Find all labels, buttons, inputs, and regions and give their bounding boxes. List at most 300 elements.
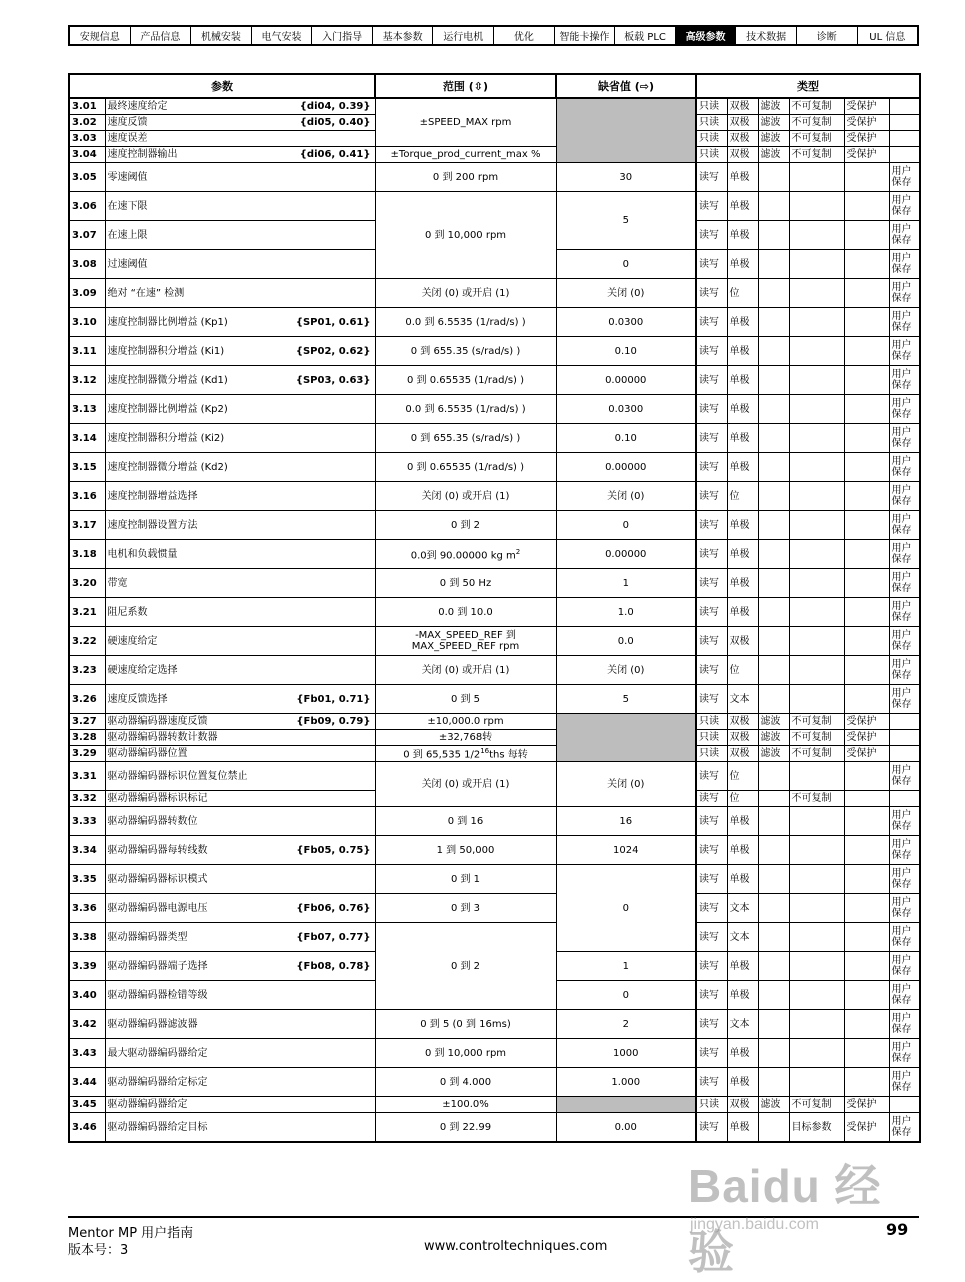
type-cell <box>844 762 889 791</box>
user-save-line1: 用户 <box>891 543 912 554</box>
param-menu-code: {SP02, 0.62} <box>295 345 371 357</box>
default-cell: 1024 <box>556 836 696 865</box>
range-value: 0 到 655.35 (s/rad/s) ) <box>410 432 521 444</box>
range-value: 0.0 到 6.5535 (1/rad/s) ) <box>405 403 526 415</box>
type-cell: 文本 <box>727 923 758 952</box>
default-cell: 0.10 <box>556 337 696 366</box>
param-name: 在速上限 <box>107 229 148 241</box>
param-name-cell <box>105 714 375 730</box>
type-cell: 读写 <box>696 279 727 308</box>
type-cell <box>844 424 889 453</box>
type-cell <box>889 221 920 250</box>
param-number: 3.08 <box>69 250 105 279</box>
default-cell: 关闭 (0) <box>556 762 696 807</box>
type-cell: 双极 <box>727 730 758 746</box>
type-cell <box>758 221 789 250</box>
nav-tab-10[interactable]: 高级参数 <box>676 27 737 44</box>
type-cell <box>844 1010 889 1039</box>
default-cell: 0.00000 <box>556 540 696 569</box>
page-number: 99 <box>886 1220 909 1239</box>
type-cell: 读写 <box>696 395 727 424</box>
param-name: 驱动器编码器位置 <box>107 748 188 759</box>
type-cell <box>789 1039 844 1068</box>
type-cell: 不可复制 <box>789 131 844 147</box>
type-cell: 单极 <box>727 952 758 981</box>
type-cell <box>758 569 789 598</box>
param-number: 3.46 <box>69 1113 105 1143</box>
user-save-line1: 用户 <box>891 514 912 525</box>
param-number: 3.04 <box>69 147 105 163</box>
type-cell <box>758 395 789 424</box>
param-name: 驱动器编码器标识标记 <box>107 793 208 804</box>
user-save-line2: 保存 <box>891 206 912 217</box>
footer-divider <box>68 1216 919 1218</box>
range-value: 0 到 655.35 (s/rad/s) ) <box>410 345 521 357</box>
type-cell: 双极 <box>727 746 758 762</box>
type-cell <box>758 791 789 807</box>
type-cell <box>844 627 889 656</box>
user-save-line1: 用户 <box>891 630 912 641</box>
default-cell <box>556 1097 696 1113</box>
default-cell: 关闭 (0) <box>556 482 696 511</box>
nav-tab-1[interactable]: 产品信息 <box>131 27 192 44</box>
param-name-cell <box>105 1068 375 1097</box>
user-save-line1: 用户 <box>891 1116 912 1127</box>
type-cell: 单极 <box>727 453 758 482</box>
type-cell <box>789 807 844 836</box>
param-name: 驱动器编码器端子选择 <box>107 960 208 972</box>
type-cell <box>889 424 920 453</box>
type-cell <box>789 366 844 395</box>
default-cell <box>556 98 696 163</box>
param-number: 3.09 <box>69 279 105 308</box>
param-number: 3.26 <box>69 685 105 714</box>
type-cell <box>789 424 844 453</box>
nav-tab-3[interactable]: 电气安装 <box>252 27 313 44</box>
param-number: 3.44 <box>69 1068 105 1097</box>
param-number: 3.21 <box>69 598 105 627</box>
param-name: 驱动器编码器每转线数 <box>107 844 208 856</box>
nav-tab-7[interactable]: 优化 <box>494 27 555 44</box>
type-cell <box>789 192 844 221</box>
range-cell <box>375 453 556 482</box>
user-save-line2: 保存 <box>891 908 912 919</box>
user-save-line2: 保存 <box>891 525 912 536</box>
type-cell <box>758 656 789 685</box>
table-row <box>69 482 920 511</box>
param-number: 3.20 <box>69 569 105 598</box>
type-cell <box>844 366 889 395</box>
type-cell <box>758 163 789 192</box>
user-save-line1: 用户 <box>891 398 912 409</box>
param-menu-code: {di06, 0.41} <box>299 149 371 160</box>
user-save-line2: 保存 <box>891 1053 912 1064</box>
table-row <box>69 627 920 656</box>
watermark-url: jingyan.baidu.com <box>690 1216 819 1233</box>
type-cell: 文本 <box>727 1010 758 1039</box>
user-save-line1: 用户 <box>891 897 912 908</box>
user-save-line2: 保存 <box>891 612 912 623</box>
param-name-cell <box>105 511 375 540</box>
type-cell: 读写 <box>696 308 727 337</box>
param-name: 速度反馈选择 <box>107 693 168 705</box>
type-cell <box>844 453 889 482</box>
type-cell <box>889 894 920 923</box>
type-cell <box>889 337 920 366</box>
param-number: 3.22 <box>69 627 105 656</box>
nav-tab-13[interactable]: UL 信息 <box>869 32 906 43</box>
param-name: 速度控制器微分增益 (Kd2) <box>107 461 228 473</box>
user-save-line2: 保存 <box>891 937 912 948</box>
param-name: 在速下限 <box>107 200 148 212</box>
type-cell: 读写 <box>696 1010 727 1039</box>
nav-tab-5[interactable]: 基本参数 <box>373 27 434 44</box>
type-cell: 不可复制 <box>789 1097 844 1113</box>
type-cell <box>789 836 844 865</box>
type-cell <box>889 482 920 511</box>
footer-url[interactable]: www.controltechniques.com <box>424 1239 608 1254</box>
param-number: 3.31 <box>69 762 105 791</box>
param-name: 驱动器编码器标识模式 <box>107 873 208 885</box>
param-name: 速度控制器积分增益 (Ki1) <box>107 345 225 357</box>
table-row <box>69 1010 920 1039</box>
user-save-line1: 用户 <box>891 572 912 583</box>
header-default: 缺省值 (⇨) <box>556 74 696 98</box>
type-cell <box>758 540 789 569</box>
type-cell <box>889 250 920 279</box>
type-cell <box>844 598 889 627</box>
default-cell: 0.00000 <box>556 366 696 395</box>
table-row <box>69 192 920 221</box>
type-cell: 读写 <box>696 221 727 250</box>
type-cell <box>789 762 844 791</box>
param-name-cell <box>105 221 375 250</box>
nav-tab-2[interactable]: 机械安装 <box>191 27 252 44</box>
nav-tab-8[interactable]: 智能卡操作 <box>555 27 616 44</box>
param-number: 3.23 <box>69 656 105 685</box>
type-cell: 滤波 <box>758 131 789 147</box>
table-row <box>69 1068 920 1097</box>
param-name-cell <box>105 685 375 714</box>
param-name-cell <box>105 1097 375 1113</box>
param-number: 3.34 <box>69 836 105 865</box>
type-cell: 位 <box>727 762 758 791</box>
param-name: 零速阈值 <box>107 171 148 183</box>
table-row <box>69 337 920 366</box>
range-cell <box>375 762 556 807</box>
type-cell: 受保护 <box>844 147 889 163</box>
type-cell: 只读 <box>696 147 727 163</box>
user-save-line1: 用户 <box>891 984 912 995</box>
user-save-line1: 用户 <box>891 765 912 776</box>
param-number: 3.05 <box>69 163 105 192</box>
table-row <box>69 453 920 482</box>
type-cell <box>889 762 920 791</box>
type-cell: 单极 <box>727 836 758 865</box>
param-menu-code: {Fb01, 0.71} <box>296 693 371 705</box>
param-name-cell <box>105 1039 375 1068</box>
range-cell <box>375 395 556 424</box>
range-cell <box>375 147 556 163</box>
type-cell: 受保护 <box>844 714 889 730</box>
type-cell <box>789 1068 844 1097</box>
type-cell <box>889 807 920 836</box>
type-cell <box>758 1113 789 1143</box>
type-cell: 单极 <box>727 366 758 395</box>
table-row <box>69 598 920 627</box>
param-name: 最终速度给定 <box>107 101 168 112</box>
default-cell: 0.00 <box>556 1113 696 1143</box>
param-name: 驱动器编码器给定标定 <box>107 1076 208 1088</box>
param-menu-code: {Fb09, 0.79} <box>296 716 371 727</box>
nav-tab-0[interactable]: 安规信息 <box>70 27 131 44</box>
type-cell <box>789 453 844 482</box>
type-cell <box>844 952 889 981</box>
header-param: 参数 <box>69 74 375 98</box>
nav-tab-4[interactable]: 入门指导 <box>312 27 373 44</box>
type-cell <box>758 1068 789 1097</box>
type-cell: 只读 <box>696 1097 727 1113</box>
type-cell: 受保护 <box>844 1097 889 1113</box>
type-cell: 读写 <box>696 569 727 598</box>
type-cell <box>789 923 844 952</box>
param-number: 3.15 <box>69 453 105 482</box>
param-name-cell <box>105 192 375 221</box>
table-row <box>69 424 920 453</box>
param-name: 速度误差 <box>107 133 148 144</box>
type-cell <box>844 250 889 279</box>
user-save-line1: 用户 <box>891 485 912 496</box>
type-cell <box>844 279 889 308</box>
param-number: 3.10 <box>69 308 105 337</box>
param-name: 速度控制器增益选择 <box>107 490 198 502</box>
user-save-line2: 保存 <box>891 554 912 565</box>
type-cell <box>889 1097 920 1113</box>
param-number: 3.43 <box>69 1039 105 1068</box>
range-value: 0 到 200 rpm <box>432 171 499 183</box>
range-cell <box>375 482 556 511</box>
default-cell: 1.000 <box>556 1068 696 1097</box>
header-type: 类型 <box>696 74 920 98</box>
type-cell <box>789 337 844 366</box>
param-number: 3.12 <box>69 366 105 395</box>
range-cell <box>375 424 556 453</box>
range-value: 关闭 (0) 或开启 (1) <box>421 778 510 790</box>
range-cell <box>375 366 556 395</box>
range-value: ±100.0% <box>442 1099 489 1110</box>
type-cell: 双极 <box>727 147 758 163</box>
default-cell: 2 <box>556 1010 696 1039</box>
type-cell: 双极 <box>727 98 758 115</box>
param-name-cell <box>105 730 375 746</box>
param-number: 3.11 <box>69 337 105 366</box>
type-cell <box>844 337 889 366</box>
type-cell <box>844 308 889 337</box>
param-number: 3.17 <box>69 511 105 540</box>
table-row <box>69 714 920 730</box>
type-cell: 读写 <box>696 540 727 569</box>
type-cell: 读写 <box>696 762 727 791</box>
nav-tab-12[interactable]: 诊断 <box>797 27 858 44</box>
range-cell <box>375 836 556 865</box>
type-cell <box>889 453 920 482</box>
type-cell <box>889 395 920 424</box>
table-row <box>69 1039 920 1068</box>
type-cell: 只读 <box>696 746 727 762</box>
param-name: 速度控制器微分增益 (Kd1) <box>107 374 228 386</box>
user-save-line2: 保存 <box>891 1024 912 1035</box>
type-cell <box>789 656 844 685</box>
type-cell: 单极 <box>727 395 758 424</box>
range-value: 0 到 50 Hz <box>439 577 492 589</box>
type-cell: 单极 <box>727 192 758 221</box>
user-save-line1: 用户 <box>891 311 912 322</box>
type-cell <box>889 746 920 762</box>
nav-tab-6[interactable]: 运行电机 <box>433 27 494 44</box>
range-cell <box>375 540 556 569</box>
param-name-cell <box>105 598 375 627</box>
param-name-cell <box>105 1113 375 1143</box>
type-cell: 读写 <box>696 250 727 279</box>
param-name-cell <box>105 807 375 836</box>
type-cell <box>889 1039 920 1068</box>
range-value: 0 到 10,000 rpm <box>424 1047 507 1059</box>
default-cell: 0.0300 <box>556 395 696 424</box>
type-cell <box>889 627 920 656</box>
default-cell: 0 <box>556 865 696 952</box>
type-cell <box>758 308 789 337</box>
range-cell <box>375 730 556 746</box>
default-cell: 关闭 (0) <box>556 656 696 685</box>
range-value: 0 到 5 <box>450 693 481 705</box>
type-cell: 不可复制 <box>789 115 844 131</box>
type-cell: 受保护 <box>844 1113 889 1143</box>
range-value: 0.0 到 6.5535 (1/rad/s) ) <box>405 316 526 328</box>
param-name-cell <box>105 746 375 762</box>
type-cell <box>889 279 920 308</box>
param-name: 阻尼系数 <box>107 606 148 618</box>
type-cell <box>889 192 920 221</box>
type-cell <box>758 192 789 221</box>
range-value: 0 到 4.000 <box>439 1076 492 1088</box>
type-cell: 单极 <box>727 511 758 540</box>
type-cell <box>889 308 920 337</box>
range-cell <box>375 1097 556 1113</box>
type-cell <box>789 865 844 894</box>
range-value: 0 到 1 <box>450 873 481 885</box>
type-cell: 读写 <box>696 627 727 656</box>
param-number: 3.07 <box>69 221 105 250</box>
range-value-suffix: ths 每转 <box>489 749 528 761</box>
type-cell: 单极 <box>727 865 758 894</box>
param-number: 3.28 <box>69 730 105 746</box>
type-cell: 只读 <box>696 131 727 147</box>
range-cell <box>375 192 556 279</box>
user-save-line1: 用户 <box>891 659 912 670</box>
range-cell <box>375 511 556 540</box>
param-name: 驱动器编码器检错等级 <box>107 989 208 1001</box>
param-name: 驱动器编码器速度反馈 <box>107 716 208 727</box>
nav-tab-9[interactable]: 板载 PLC <box>615 27 676 44</box>
type-cell: 位 <box>727 279 758 308</box>
type-cell: 不可复制 <box>789 791 844 807</box>
user-save-line1: 用户 <box>891 1013 912 1024</box>
type-cell <box>758 762 789 791</box>
user-save-line1: 用户 <box>891 224 912 235</box>
param-name-cell <box>105 279 375 308</box>
type-cell <box>844 807 889 836</box>
table-row <box>69 308 920 337</box>
type-cell: 双极 <box>727 1097 758 1113</box>
type-cell: 滤波 <box>758 98 789 115</box>
range-value-line2: MAX_SPEED_REF rpm <box>411 641 520 652</box>
table-row <box>69 923 920 952</box>
user-save-line2: 保存 <box>891 776 912 787</box>
table-row <box>69 894 920 923</box>
range-value: ±SPEED_MAX rpm <box>419 117 512 128</box>
param-name-cell <box>105 163 375 192</box>
type-cell <box>789 952 844 981</box>
type-cell: 单极 <box>727 250 758 279</box>
table-row <box>69 366 920 395</box>
type-cell <box>844 221 889 250</box>
type-cell: 读写 <box>696 1113 727 1143</box>
type-cell <box>844 894 889 923</box>
user-save-line2: 保存 <box>891 821 912 832</box>
nav-tab-11[interactable]: 技术数据 <box>736 27 797 44</box>
user-save-line1: 用户 <box>891 282 912 293</box>
type-cell: 双极 <box>727 131 758 147</box>
param-number: 3.02 <box>69 115 105 131</box>
range-cell <box>375 1039 556 1068</box>
type-cell <box>789 250 844 279</box>
footer-title: Mentor MP 用户指南 <box>68 1226 194 1241</box>
user-save-line1: 用户 <box>891 810 912 821</box>
param-menu-code: {di05, 0.40} <box>299 117 371 128</box>
type-cell: 读写 <box>696 424 727 453</box>
table-row <box>69 163 920 192</box>
param-name-cell <box>105 453 375 482</box>
param-name: 硬速度给定选择 <box>107 664 178 676</box>
type-cell: 滤波 <box>758 1097 789 1113</box>
type-cell <box>844 1039 889 1068</box>
user-save-line2: 保存 <box>891 467 912 478</box>
range-value: ±32,768转 <box>438 732 493 743</box>
table-row <box>69 98 920 115</box>
default-cell: 关闭 (0) <box>556 279 696 308</box>
type-cell <box>889 791 920 807</box>
type-cell <box>844 685 889 714</box>
type-cell: 读写 <box>696 337 727 366</box>
default-cell: 1000 <box>556 1039 696 1068</box>
range-value: 关闭 (0) 或开启 (1) <box>421 287 510 299</box>
param-name-cell <box>105 482 375 511</box>
type-cell: 受保护 <box>844 98 889 115</box>
type-cell: 读写 <box>696 952 727 981</box>
type-cell: 不可复制 <box>789 98 844 115</box>
table-row <box>69 865 920 894</box>
type-cell <box>758 598 789 627</box>
type-cell: 不可复制 <box>789 730 844 746</box>
type-cell <box>758 981 789 1010</box>
range-cell <box>375 714 556 730</box>
type-cell: 不可复制 <box>789 746 844 762</box>
user-save-line2: 保存 <box>891 1127 912 1138</box>
type-cell: 单极 <box>727 807 758 836</box>
type-cell <box>758 453 789 482</box>
range-value: 0 到 22.99 <box>439 1121 492 1133</box>
type-cell: 滤波 <box>758 147 789 163</box>
